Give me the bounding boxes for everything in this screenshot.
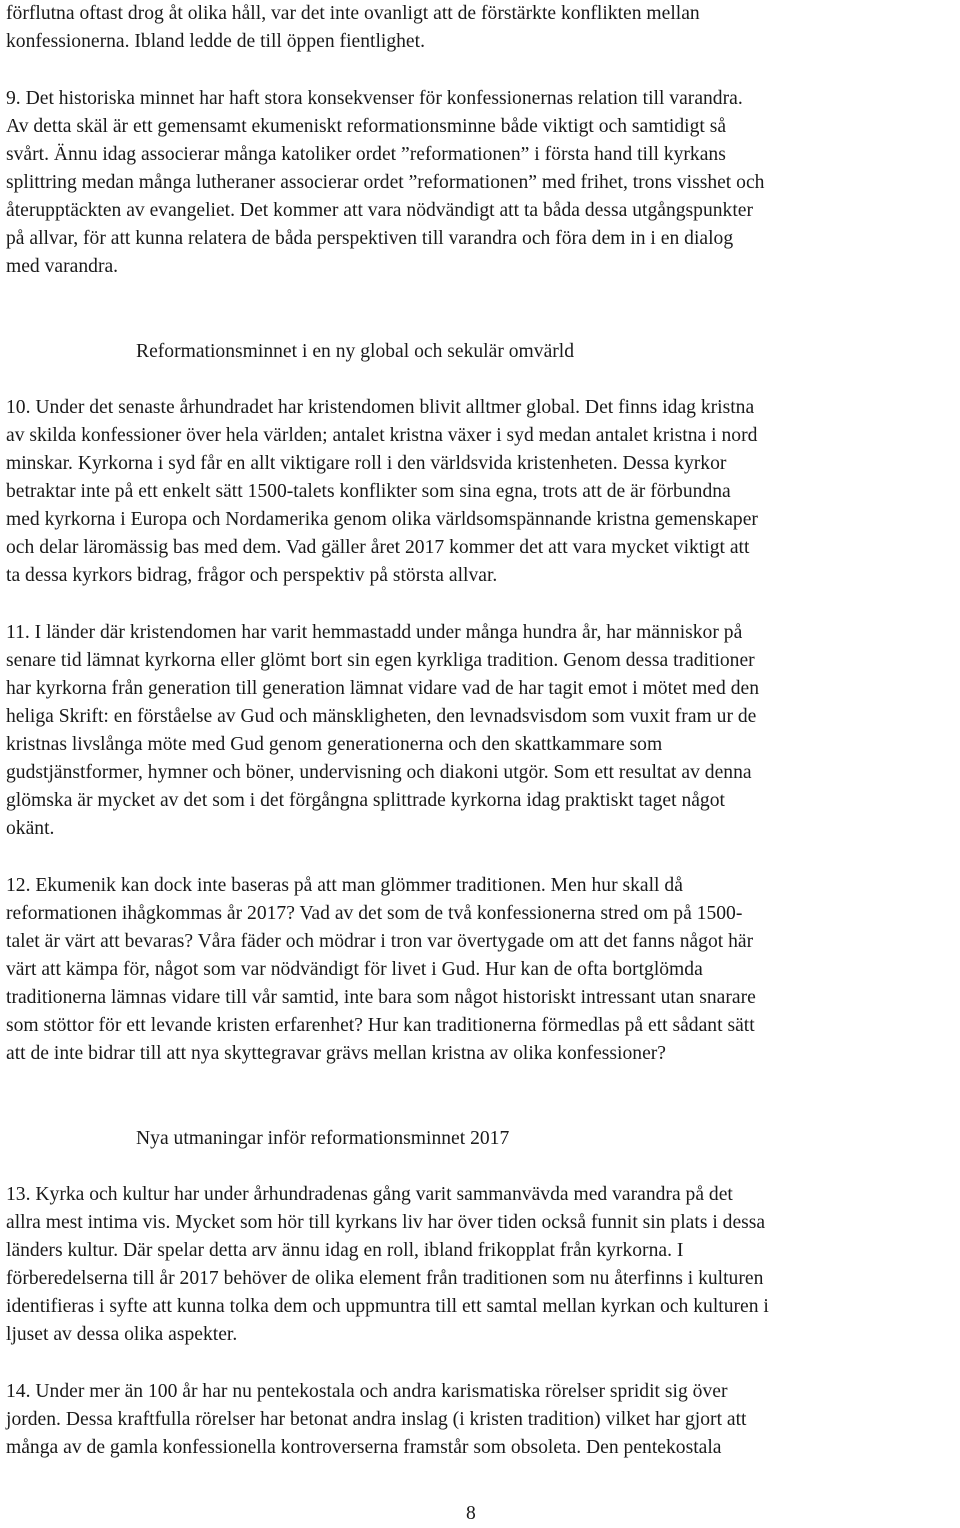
text-line: att de inte bidrar till att nya skyttegravar grävs mellan kristna av olika konfessioner?: [6, 1043, 666, 1064]
text-line: på allvar, för att kunna relatera de båda perspektiven till varandra och föra dem in i en dialog: [6, 228, 734, 249]
text-line: jorden. Dessa kraftfulla rörelser har betonat andra inslag (i kristen tradition) vilket har gjort att: [6, 1409, 747, 1430]
text-line: traditionerna lämnas vidare till vår samtid, inte bara som något historiskt intressant utan snarare: [6, 987, 756, 1008]
text-line: med varandra.: [6, 256, 119, 277]
text-line: förflutna oftast drog åt olika håll, var det inte ovanligt att de förstärkte konflikten mellan: [6, 3, 700, 24]
text-line: återupptäckten av evangeliet. Det kommer att vara nödvändigt att ta båda dessa utgångspunkter: [6, 200, 754, 221]
text-line: svårt. Ännu idag associerar många katoliker ordet ”reformationen” i första hand till kyrkans: [6, 144, 726, 165]
text-line: förberedelserna till år 2017 behöver de olika element från traditionen som nu återfinns i kulturen: [6, 1268, 764, 1289]
text-line: talet är värt att bevaras? Våra fäder och mödrar i tron var övertygade om att det fanns något här: [6, 931, 754, 952]
text-line: och delar läromässig bas med dem. Vad gäller året 2017 kommer det att vara mycket viktigt att: [6, 537, 750, 558]
text-line: många av de gamla konfessionella kontroverserna framstår som obsoleta. Den pentekostala: [6, 1437, 722, 1458]
text-line: av skilda konfessioner över hela världen; antalet kristna växer i syd medan antalet kristna i nord: [6, 425, 758, 446]
text-line: splittring medan många lutheraner associerar ordet ”reformationen” med frihet, trons visshet och: [6, 172, 765, 193]
text-line: länders kultur. Där spelar detta arv ännu idag en roll, ibland frikopplat från kyrkorna. I: [6, 1240, 684, 1261]
text-line: har kyrkorna från generation till generation lämnat vidare vad de har tagit emot i mötet med den: [6, 678, 759, 699]
page-number: 8: [466, 1503, 476, 1524]
text-line: värt att kämpa för, något som var nödvändigt för livet i Gud. Hur kan de ofta bortglömda: [6, 959, 703, 980]
text-line: 9. Det historiska minnet har haft stora konsekvenser för konfessionernas relation till varandra.: [6, 88, 743, 109]
section-heading: Nya utmaningar inför reformationsminnet 2017: [136, 1128, 510, 1149]
text-line: 11. I länder där kristendomen har varit hemmastadd under många hundra år, har människor på: [6, 622, 743, 643]
text-line: heliga Skrift: en förståelse av Gud och mänskligheten, den levnadsvisdom som vuxit fram ur de: [6, 706, 757, 727]
text-line: reformationen ihågkommas år 2017? Vad av det som de två konfessionerna stred om på 1500-: [6, 903, 743, 924]
text-line: minskar. Kyrkorna i syd får en allt viktigare roll i den världsvida kristenheten. Dessa kyrkor: [6, 453, 727, 474]
text-line: 13. Kyrka och kultur har under århundradenas gång varit sammanvävda med varandra på det: [6, 1184, 733, 1205]
text-line: som stöttor för ett levande kristen erfarenhet? Hur kan traditionerna förmedlas på ett sådant sätt: [6, 1015, 755, 1036]
text-line: okänt.: [6, 818, 55, 839]
section-heading: Reformationsminnet i en ny global och sekulär omvärld: [136, 341, 575, 362]
text-line: Av detta skäl är ett gemensamt ekumeniskt reformationsminne både viktigt och samtidigt så: [6, 116, 727, 137]
text-line: konfessionerna. Ibland ledde de till öppen fientlighet.: [6, 31, 425, 52]
text-line: 10. Under det senaste århundradet har kristendomen blivit alltmer global. Det finns idag kristna: [6, 397, 755, 418]
text-line: allra mest intima vis. Mycket som hör till kyrkans liv har över tiden också funnit sin plats i dessa: [6, 1212, 766, 1233]
text-line: 12. Ekumenik kan dock inte baseras på att man glömmer traditionen. Men hur skall då: [6, 875, 683, 896]
text-line: ta dessa kyrkors bidrag, frågor och perspektiv på största allvar.: [6, 565, 498, 586]
text-line: ljuset av dessa olika aspekter.: [6, 1324, 238, 1345]
text-line: med kyrkorna i Europa och Nordamerika genom olika världsomspännande kristna gemenskaper: [6, 509, 758, 530]
text-line: gudstjänstformer, hymner och böner, undervisning och diakoni utgör. Som ett resultat av denna: [6, 762, 752, 783]
text-line: 14. Under mer än 100 år har nu pentekostala och andra karismatiska rörelser spridit sig över: [6, 1381, 728, 1402]
text-line: kristnas livslånga möte med Gud genom generationerna och den skattkammare som: [6, 734, 663, 755]
text-line: identifieras i syfte att kunna tolka dem och uppmuntra till ett samtal mellan kyrkan och kulturen i: [6, 1296, 769, 1317]
text-line: senare tid lämnat kyrkorna eller glömt bort sin egen kyrkliga tradition. Genom dessa traditioner: [6, 650, 755, 671]
text-line: glömska är mycket av det som i det förgångna splittrade kyrkorna idag praktiskt taget något: [6, 790, 725, 811]
text-line: betraktar inte på ett enkelt sätt 1500-talets konflikter som sina egna, trots att de är förbundna: [6, 481, 731, 502]
